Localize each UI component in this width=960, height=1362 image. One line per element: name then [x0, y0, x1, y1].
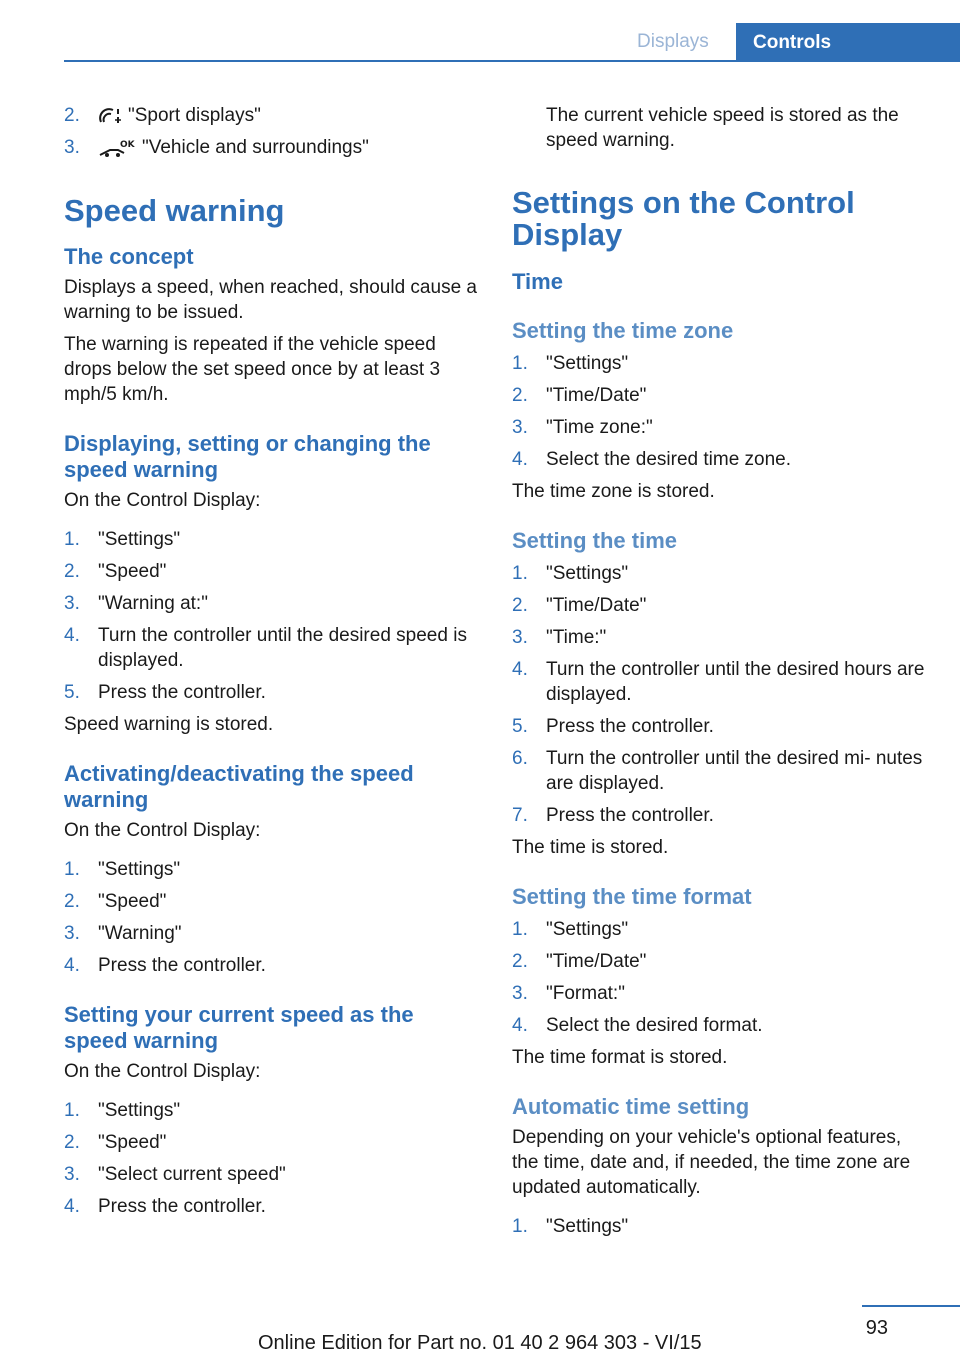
list-item	[64, 680, 480, 705]
list-number: 3.	[64, 593, 80, 614]
list-number: 4.	[512, 1015, 528, 1036]
list-text: "Settings"	[98, 859, 181, 880]
list-item	[64, 921, 480, 946]
list-text: Turn the controller until the desired hours are displayed.	[546, 659, 925, 705]
list-item	[512, 657, 932, 707]
list-number: 4.	[512, 659, 528, 680]
subsection-title: Activating/deactivating the speed warning	[64, 761, 414, 812]
paragraph: The time is stored.	[512, 837, 669, 858]
ordered-list	[512, 351, 932, 472]
list-text: Press the controller.	[546, 805, 714, 826]
paragraph: Displays a speed, when reached, should cause a warning to be issued.	[64, 277, 477, 323]
list-number: 4.	[64, 1196, 80, 1217]
header-rule	[64, 60, 960, 62]
page-number: 93	[865, 1317, 888, 1339]
list-item	[512, 593, 932, 618]
list-text: "Settings"	[98, 529, 181, 550]
subsection-title: Displaying, setting or changing the speed warning	[64, 431, 431, 482]
list-item	[512, 351, 932, 376]
list-item	[512, 949, 932, 974]
list-text: "Settings"	[546, 919, 629, 940]
list-item	[512, 1214, 932, 1239]
list-number: 1.	[64, 1100, 80, 1121]
list-text: "Speed"	[98, 561, 167, 582]
list-text: "Vehicle and surroundings"	[142, 137, 369, 158]
list-number: 4.	[64, 625, 80, 646]
list-item	[512, 1013, 932, 1038]
list-number: 4.	[512, 449, 528, 470]
list-number: 2.	[64, 105, 80, 126]
list-number: 1.	[512, 919, 528, 940]
header-chapter-tab: Controls	[736, 23, 960, 62]
paragraph: The time format is stored.	[512, 1047, 728, 1068]
list-number: 5.	[512, 716, 528, 737]
right-column	[512, 103, 932, 1239]
list-item	[64, 527, 480, 552]
list-number: 2.	[64, 891, 80, 912]
paragraph: Depending on your vehicle's optional features, the time, date and, if needed, the time zone are updated automatically.	[512, 1127, 911, 1198]
list-item	[512, 447, 932, 472]
list-text: "Warning"	[98, 923, 182, 944]
list-text: "Settings"	[546, 563, 629, 584]
list-number: 1.	[512, 563, 528, 584]
list-item	[64, 953, 480, 978]
list-text: "Settings"	[546, 353, 629, 374]
list-number: 1.	[64, 529, 80, 550]
list-number: 1.	[64, 859, 80, 880]
list-item	[64, 857, 480, 882]
subsection-title: Time	[512, 269, 563, 294]
list-text: Select the desired format.	[546, 1015, 763, 1036]
list-item	[512, 625, 932, 650]
paragraph: Speed warning is stored.	[64, 714, 274, 735]
list-number: 3.	[512, 627, 528, 648]
list-text: "Settings"	[546, 1216, 629, 1237]
list-text: "Warning at:"	[98, 593, 208, 614]
subsection-title: Setting your current speed as the speed warning	[64, 1002, 414, 1053]
list-item	[64, 1130, 480, 1155]
paragraph: On the Control Display:	[64, 1061, 261, 1082]
vehicle-ok-icon	[98, 138, 136, 158]
list-text: "Time/Date"	[546, 385, 647, 406]
list-number: 1.	[512, 1216, 528, 1237]
list-item	[64, 889, 480, 914]
list-text: "Time zone:"	[546, 417, 653, 438]
subsection-title: The concept	[64, 244, 194, 269]
list-number: 2.	[64, 1132, 80, 1153]
list-text: Press the controller.	[98, 955, 266, 976]
list-number: 4.	[64, 955, 80, 976]
subsection-title: Setting the time format	[512, 884, 752, 909]
list-text: "Time/Date"	[546, 951, 647, 972]
list-text: "Format:"	[546, 983, 625, 1004]
paragraph: The current vehicle speed is stored as the speed warning.	[546, 105, 899, 151]
list-number: 2.	[512, 951, 528, 972]
subsection-title: Setting the time	[512, 528, 678, 553]
list-number: 2.	[64, 561, 80, 582]
list-text: "Settings"	[98, 1100, 181, 1121]
list-number: 7.	[512, 805, 528, 826]
ordered-list	[512, 917, 932, 1038]
list-item	[512, 415, 932, 440]
list-item	[512, 917, 932, 942]
list-text: Press the controller.	[98, 682, 266, 703]
list-item	[64, 591, 480, 616]
svg-text:OK: OK	[120, 139, 135, 150]
paragraph: The warning is repeated if the vehicle speed drops below the set speed once by at least 3 mph/5 km/h.	[64, 334, 441, 405]
list-number: 3.	[64, 137, 80, 158]
list-item	[512, 714, 932, 739]
list-text: "Speed"	[98, 1132, 167, 1153]
ordered-list	[512, 561, 932, 828]
list-item	[64, 1194, 480, 1219]
list-number: 3.	[64, 923, 80, 944]
ordered-list	[512, 1214, 932, 1239]
list-item	[64, 559, 480, 584]
list-item	[64, 1162, 480, 1187]
list-number: 2.	[512, 595, 528, 616]
list-text: "Speed"	[98, 891, 167, 912]
list-text: Select the desired time zone.	[546, 449, 792, 470]
header-section: Displays	[637, 31, 709, 52]
edition-footer: Online Edition for Part no. 01 40 2 964 303 - VI/15	[258, 1332, 702, 1354]
list-item	[64, 1098, 480, 1123]
ordered-list	[64, 1098, 480, 1219]
list-text: Turn the controller until the desired speed is displayed.	[98, 625, 467, 671]
list-number: 3.	[512, 417, 528, 438]
list-number: 1.	[512, 353, 528, 374]
subsection-title: Automatic time setting	[512, 1094, 750, 1119]
list-item	[64, 135, 480, 160]
list-number: 3.	[64, 1164, 80, 1185]
footer-rule	[862, 1305, 960, 1307]
sport-display-icon	[98, 106, 122, 126]
list-text: Press the controller.	[98, 1196, 266, 1217]
list-number: 6.	[512, 748, 528, 769]
list-item	[64, 103, 480, 128]
list-item	[512, 981, 932, 1006]
list-item	[512, 746, 932, 796]
paragraph: On the Control Display:	[64, 820, 261, 841]
list-text: "Time/Date"	[546, 595, 647, 616]
ordered-list	[64, 857, 480, 978]
list-item	[64, 623, 480, 673]
list-item	[512, 803, 932, 828]
paragraph: On the Control Display:	[64, 490, 261, 511]
list-number: 2.	[512, 385, 528, 406]
list-text: Turn the controller until the desired mi‐ nutes are displayed.	[546, 748, 923, 794]
left-column	[64, 103, 480, 1219]
subsection-title: Setting the time zone	[512, 318, 734, 343]
list-text: "Time:"	[546, 627, 607, 648]
paragraph: The time zone is stored.	[512, 481, 715, 502]
list-item	[512, 383, 932, 408]
list-text: "Sport displays"	[128, 105, 261, 126]
list-item	[512, 561, 932, 586]
list-number: 5.	[64, 682, 80, 703]
list-text: "Select current speed"	[98, 1164, 286, 1185]
section-title: Settings on the Control Display	[512, 185, 855, 252]
section-title: Speed warning	[64, 193, 285, 228]
list-number: 3.	[512, 983, 528, 1004]
ordered-list	[64, 527, 480, 705]
list-text: Press the controller.	[546, 716, 714, 737]
